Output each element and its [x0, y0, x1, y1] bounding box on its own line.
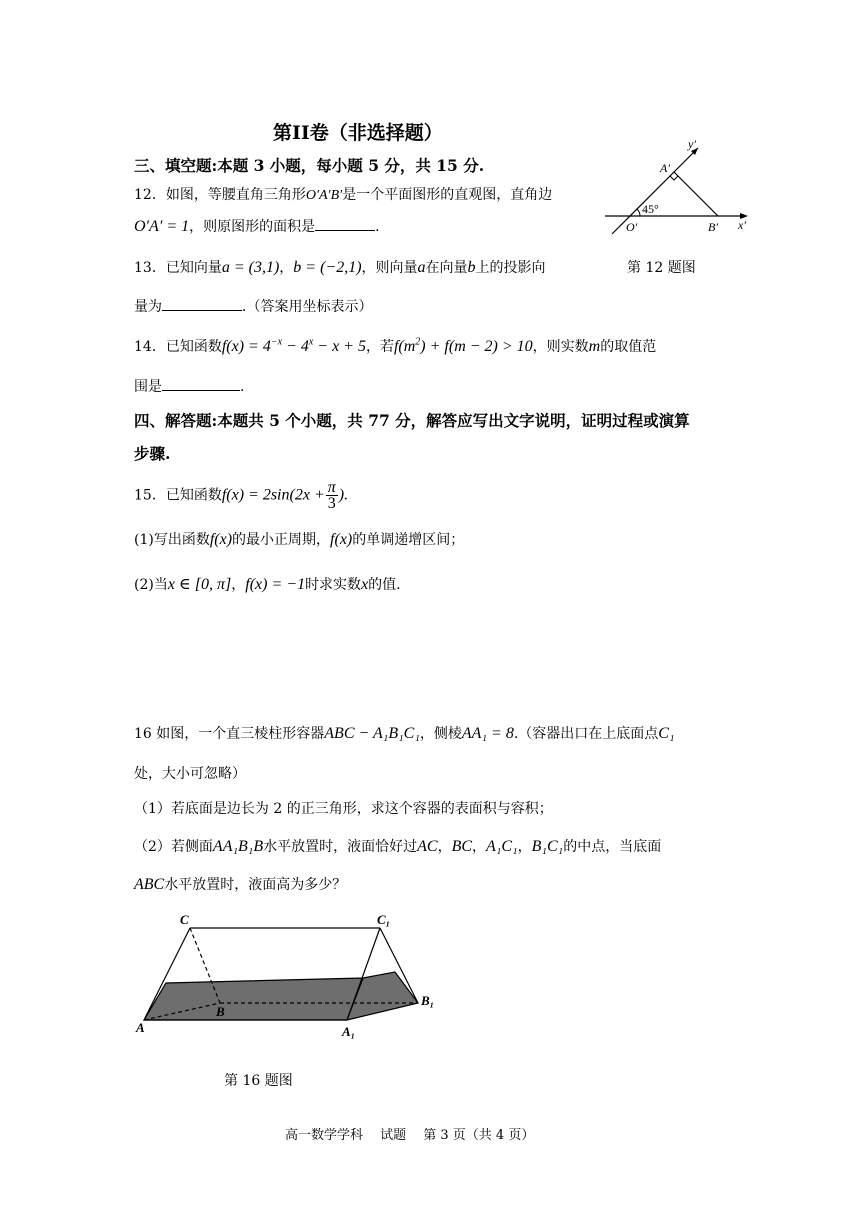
q12-end: . [375, 219, 380, 235]
q15-intro [134, 480, 348, 511]
fig16-label-a1: A₁ [342, 1024, 356, 1039]
q14-cond-b: ) + f(m − 2) > 10 [420, 338, 533, 355]
q16-text-c: .（容器出口在上底面点 [513, 726, 659, 742]
q15-p1-text-b: 的最小正周期， [232, 532, 331, 548]
q16-p2-text-a: （2）若侧面 [134, 839, 213, 855]
q15-p1-f1: f(x) [209, 531, 233, 548]
q15-p2-interval: x ∈ [0, π] [167, 576, 232, 593]
q16-part2 [134, 836, 661, 856]
q13-line2 [134, 296, 372, 316]
q16-part2-line2 [134, 874, 346, 894]
section4-heading-line1: 四、解答题:本题共 5 个小题，共 77 分，解答应写出文字说明，证明过程或演算 [134, 411, 690, 430]
q16-line2: 处，大小可忽略） [134, 766, 246, 782]
q13-text-e: 上的投影向 [475, 260, 546, 276]
q15-three: 3 [327, 495, 336, 512]
q14-func-a: f(x) = 4 [221, 338, 271, 355]
fig12-label-o: O′ [626, 220, 638, 234]
section4-heading-line2: 步骤. [134, 444, 171, 463]
q15-function: f(x) = 2sin(2x + [221, 486, 325, 504]
q15-part2 [134, 574, 401, 594]
q12-answer-blank[interactable] [315, 218, 375, 231]
q16-prism: ABC − A₁B₁C₁ [324, 725, 420, 742]
q16-text-a: 16 如图，一个直三棱柱形容器 [134, 726, 325, 742]
q15-p2-sep: ， [231, 577, 246, 593]
q15-close: ). [338, 486, 349, 504]
q13-sep: ， [279, 260, 294, 276]
page-footer: 高一数学学科 试题 第 3 页（共 4 页） [285, 1128, 535, 1143]
q12-text-c: ，则原图形的面积是 [189, 219, 316, 235]
figure-12 [600, 138, 760, 238]
q13-text-f: 量为 [134, 299, 162, 315]
q15-p2-x: x [361, 576, 369, 593]
q13-vector-b: b = (−2,1) [293, 259, 362, 276]
q15-p2-equation: f(x) = −1 [245, 576, 306, 593]
q16-sep1: ， [437, 839, 452, 855]
q16-b1c1: B₁C₁ [531, 838, 564, 855]
q16-abc: ABC [134, 876, 165, 893]
fig16-label-c: C [180, 912, 189, 927]
q16-sep3: ， [517, 839, 532, 855]
fig12-angle-arc [637, 209, 640, 216]
q13-b-symbol: b [467, 259, 476, 276]
q14-text-e: 围是 [134, 379, 162, 395]
q14-cond-a: f(m [393, 338, 416, 355]
fig16-caption: 第 16 题图 [224, 1073, 293, 1089]
q15-fraction [326, 480, 338, 511]
q14-text-b: ，若 [365, 339, 394, 355]
q12-text-b: 是一个平面图形的直观图，直角边 [342, 187, 553, 203]
q15-p2-text-c: 时求实数 [305, 577, 362, 593]
fig12-label-b: B′ [708, 220, 718, 234]
fig12-side-ab [674, 172, 718, 216]
q16-bc: BC [451, 838, 473, 855]
fig16-label-b: B [216, 1004, 225, 1019]
fig16-label-a: A [136, 1020, 145, 1035]
q16-p2-text-b: 水平放置时，液面恰好过 [263, 839, 418, 855]
q14-function [222, 338, 366, 355]
q16-face: AA₁B₁B [212, 838, 264, 855]
section3-heading: 三、填空题:本题 3 小题，每小题 5 分，共 15 分. [134, 156, 485, 175]
q14-func-c: − x + 5 [313, 338, 366, 355]
q14-condition [394, 338, 533, 355]
q15-p1-f2: f(x) [330, 531, 353, 548]
q15-p2-text-a: (2)当 [134, 577, 168, 593]
q14-end: . [240, 379, 245, 395]
q14-exp2: x [308, 336, 314, 348]
q15-pi: π [327, 479, 336, 496]
fig16-label-b1: B₁ [421, 993, 435, 1008]
q16-part1: （1）若底面是边长为 2 的正三角形，求这个容器的表面积与容积； [134, 801, 553, 817]
q16-c1: C₁ [658, 725, 675, 742]
q16-edge: AA₁ = 8 [461, 725, 514, 742]
q12-triangle: O′A′B′ [305, 188, 343, 203]
q15-part1 [134, 529, 464, 549]
fig12-label-y: y′ [688, 138, 696, 151]
q12-text-a: 12．如图，等腰直角三角形 [134, 187, 306, 203]
q13-vector-a: a = (3,1) [221, 259, 280, 276]
q13-a-symbol: a [417, 259, 426, 276]
q14-func-b: − 4 [282, 338, 309, 355]
q16-sep2: ， [472, 839, 487, 855]
q15-text-a: 15．已知函数 [134, 487, 222, 504]
q16-ac: AC [417, 838, 438, 855]
fig12-caption: 第 12 题图 [627, 260, 696, 276]
q16-text-b: ，侧棱 [419, 726, 462, 742]
fig12-y-axis [612, 148, 698, 234]
q13-text-g: .（答案用坐标表示） [242, 299, 373, 315]
q14-m-symbol: m [588, 338, 601, 355]
q14-cond-exp: 2 [415, 336, 421, 348]
page-title: 第II卷（非选择题） [273, 122, 443, 144]
q16-line1 [134, 723, 675, 743]
q12-line2 [134, 216, 380, 236]
q16-p2-text-c: 的中点，当底面 [563, 839, 662, 855]
q14-text-c: ，则实数 [532, 339, 589, 355]
fig12-right-angle [670, 176, 678, 180]
fig12-angle-label: 45° [642, 202, 659, 216]
q13-line1 [134, 257, 546, 277]
figure-16 [130, 910, 450, 1050]
q13-text-a: 13．已知向量 [134, 260, 222, 276]
q12-line1 [134, 184, 552, 204]
q16-a1c1: A₁C₁ [486, 838, 518, 855]
q12-edge: O′A′ = 1 [134, 218, 190, 235]
q14-text-d: 的取值范 [600, 339, 657, 355]
fig12-label-x: x′ [738, 218, 746, 232]
q15-p2-text-d: 的值. [368, 577, 401, 593]
q14-line2 [134, 376, 244, 396]
q15-p1-text-a: (1)写出函数 [134, 532, 210, 548]
q14-line1 [134, 336, 656, 356]
fig12-label-a: A′ [660, 161, 670, 175]
fig16-label-c1: C₁ [377, 912, 391, 927]
q16-p2-text-d: 水平放置时，液面高为多少？ [164, 877, 347, 893]
q13-answer-blank[interactable] [162, 298, 242, 311]
q13-text-c: ，则向量 [361, 260, 418, 276]
fig16-liquid [144, 972, 418, 1020]
q14-exp1: −x [270, 336, 283, 348]
q14-answer-blank[interactable] [162, 378, 240, 391]
q15-p1-text-c: 的单调递增区间； [352, 532, 465, 548]
q14-text-a: 14．已知函数 [134, 339, 222, 355]
q13-text-d: 在向量 [425, 260, 468, 276]
